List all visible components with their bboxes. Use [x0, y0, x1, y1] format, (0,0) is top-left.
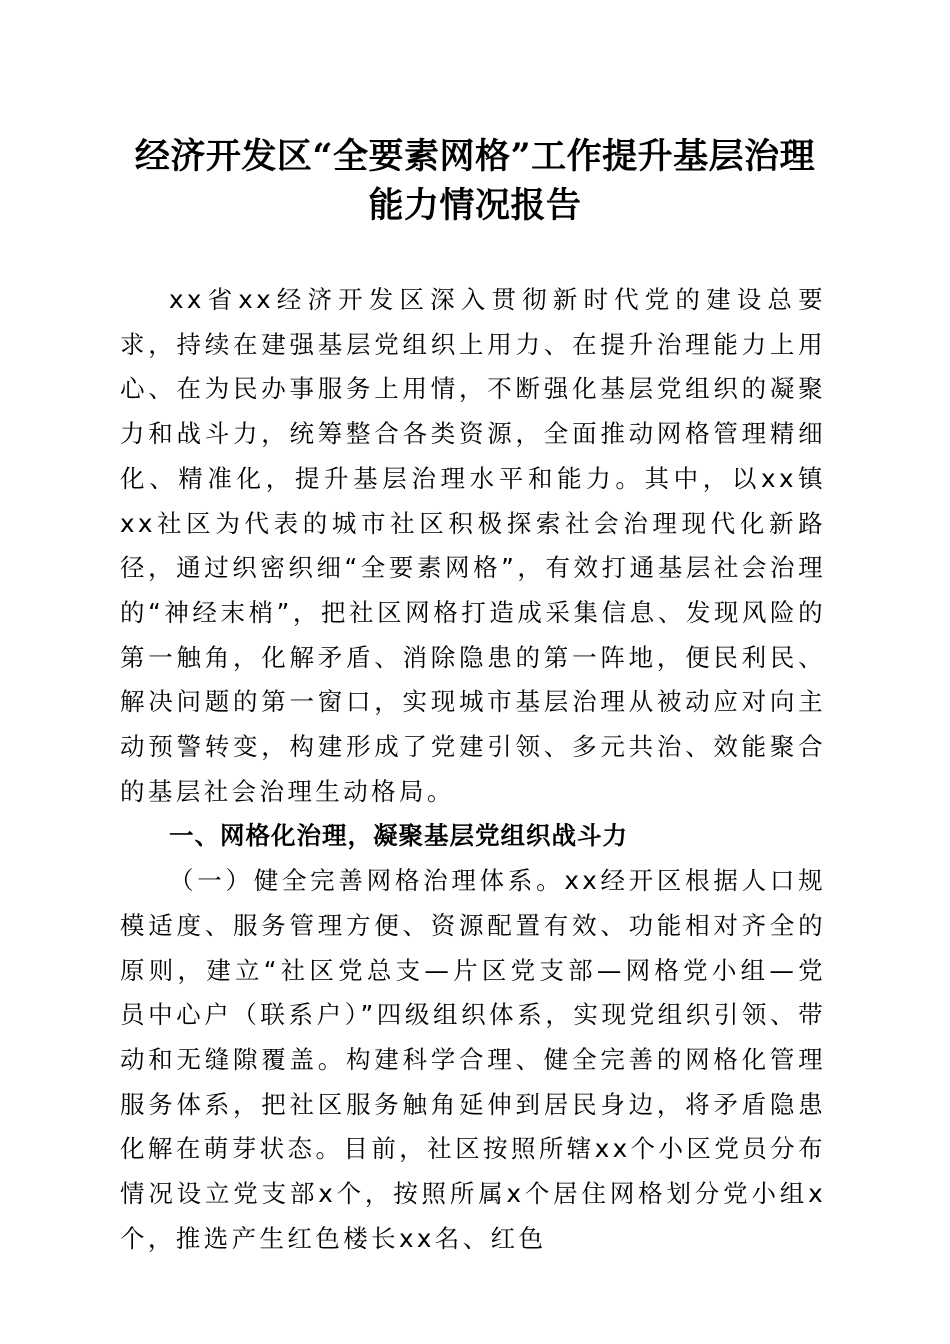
subsection-paragraph	[120, 859, 826, 1261]
subsection-body: xx经开区根据人口规模适度、服务管理方便、资源配置有效、功能相对齐全的原则，建立“社区党总支—片区党支部—网格党小组—党员中心户（联系户）”四级组织体系，实现党组织引领、带动和无缝隙覆盖。构建科学合理、健全完善的网格化管理服务体系，把社区服务触角延伸到居民身边，将矛盾隐患化解在萌芽状态。目前，社区按照所辖xx个小区党员分布情况设立党支部x个，按照所属x个居住网格划分党小组x个，推选产生红色楼长xx名、红色	[120, 866, 826, 1253]
document-body	[120, 278, 826, 1261]
section-heading: 一、网格化治理，凝聚基层党组织战斗力	[169, 821, 628, 851]
title-line-2: 能力情况报告	[368, 185, 582, 226]
intro-paragraph: xx省xx经济开发区深入贯彻新时代党的建设总要求，持续在建强基层党组织上用力、在提升治理能力上用心、在为民办事服务上用情，不断强化基层党组织的凝聚力和战斗力，统筹整合各类资源，全面推动网格管理精细化、精准化，提升基层治理水平和能力。其中，以xx镇xx社区为代表的城市社区积极探索社会治理现代化新路径，通过织密织细“全要素网格”，有效打通基层社会治理的“神经末梢”，把社区网格打造成采集信息、发现风险的第一触角，化解矛盾、消除隐患的第一阵地，便民利民、解决问题的第一窗口，实现城市基层治理从被动应对向主动预警转变，构建形成了党建引领、多元共治、效能聚合的基层社会治理生动格局。	[120, 285, 826, 806]
subsection-lead: （一）健全完善网格治理体系。	[169, 866, 565, 896]
document-title	[100, 132, 850, 230]
title-line-1: 经济开发区“全要素网格”工作提升基层治理	[134, 136, 816, 177]
